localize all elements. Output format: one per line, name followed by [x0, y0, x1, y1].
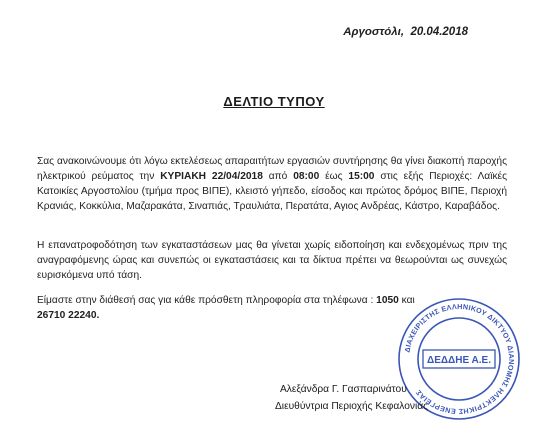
place-and-date: Αργοστόλι, 20.04.2018 [343, 26, 468, 38]
outage-announcement-paragraph [37, 154, 507, 214]
phone-number-1: 1050 [376, 295, 399, 306]
stamp-center-text: ΔΕΔΔΗΕ Α.Ε. [427, 355, 491, 366]
outage-text-3: έως [319, 171, 349, 182]
outage-text-2: από [262, 171, 294, 182]
outage-areas-text: στις εξής Περιοχές: Λαϊκές Κατοικίες Αργοστολίου (τμήμα προς ΒΙΠΕ), κλειστό γήπεδο, είσοδος και πρώτος δρόμος ΒΙΠΕ, Περιοχή Κρανιάς, Κοκκύλια, Μαζαρακάτα, Σιναπιάς, Τραυλιάτα, Περατάτα, Αγιος Ανδρέας, Κάστρο, Καραβάδος. [37, 171, 507, 212]
contact-and: και [398, 295, 415, 306]
phone-number-2: 26710 22240. [37, 310, 100, 321]
contact-text: Είμαστε στην διάθεσή σας για κάθε πρόσθετη πληροφορία στα τηλέφωνα : [37, 295, 377, 306]
signatory-name: Αλεξάνδρα Γ. Γασπαρινάτου [280, 384, 407, 395]
stamp-ring-text: ΔΙΑΧΕΙΡΙΣΤΗΣ ΕΛΛΗΝΙΚΟΥ ΔΙΚΤΥΟΥ ΔΙΑΝΟΜΗΣ ΗΛΕΚΤΡΙΚΗΣ ΕΝΕΡΓΕΙΑΣ [402, 301, 517, 417]
outage-start-time: 08:00 [293, 171, 320, 182]
document-title: ΔΕΛΤΙΟ ΤΥΠΟΥ [223, 94, 325, 109]
outage-end-time: 15:00 [348, 171, 375, 182]
signatory-title: Διευθύντρια Περιοχής Κεφαλονιάς [275, 401, 429, 412]
outage-text-1: Σας ανακοινώνουμε ότι λόγω εκτελέσεως απαραιτήτων εργασιών συντήρησης θα γίνει διακοπή παροχής ηλεκτρικού ρεύματος την [37, 156, 507, 182]
reenergization-warning-paragraph: Η επανατροφοδότηση των εγκαταστάσεων μας θα γίνεται χωρίς ειδοποίηση και ενδεχομένως πριν της αναγραφόμενης ώρας και συνεπώς οι εγκαταστάσεις και τα δίκτυα πρέπει να θεωρούνται ως συνεχώς ευρισκόμενα υπό τάση. [37, 240, 507, 281]
outage-day: ΚΥΡΙΑΚΗ 22/04/2018 [160, 171, 263, 182]
